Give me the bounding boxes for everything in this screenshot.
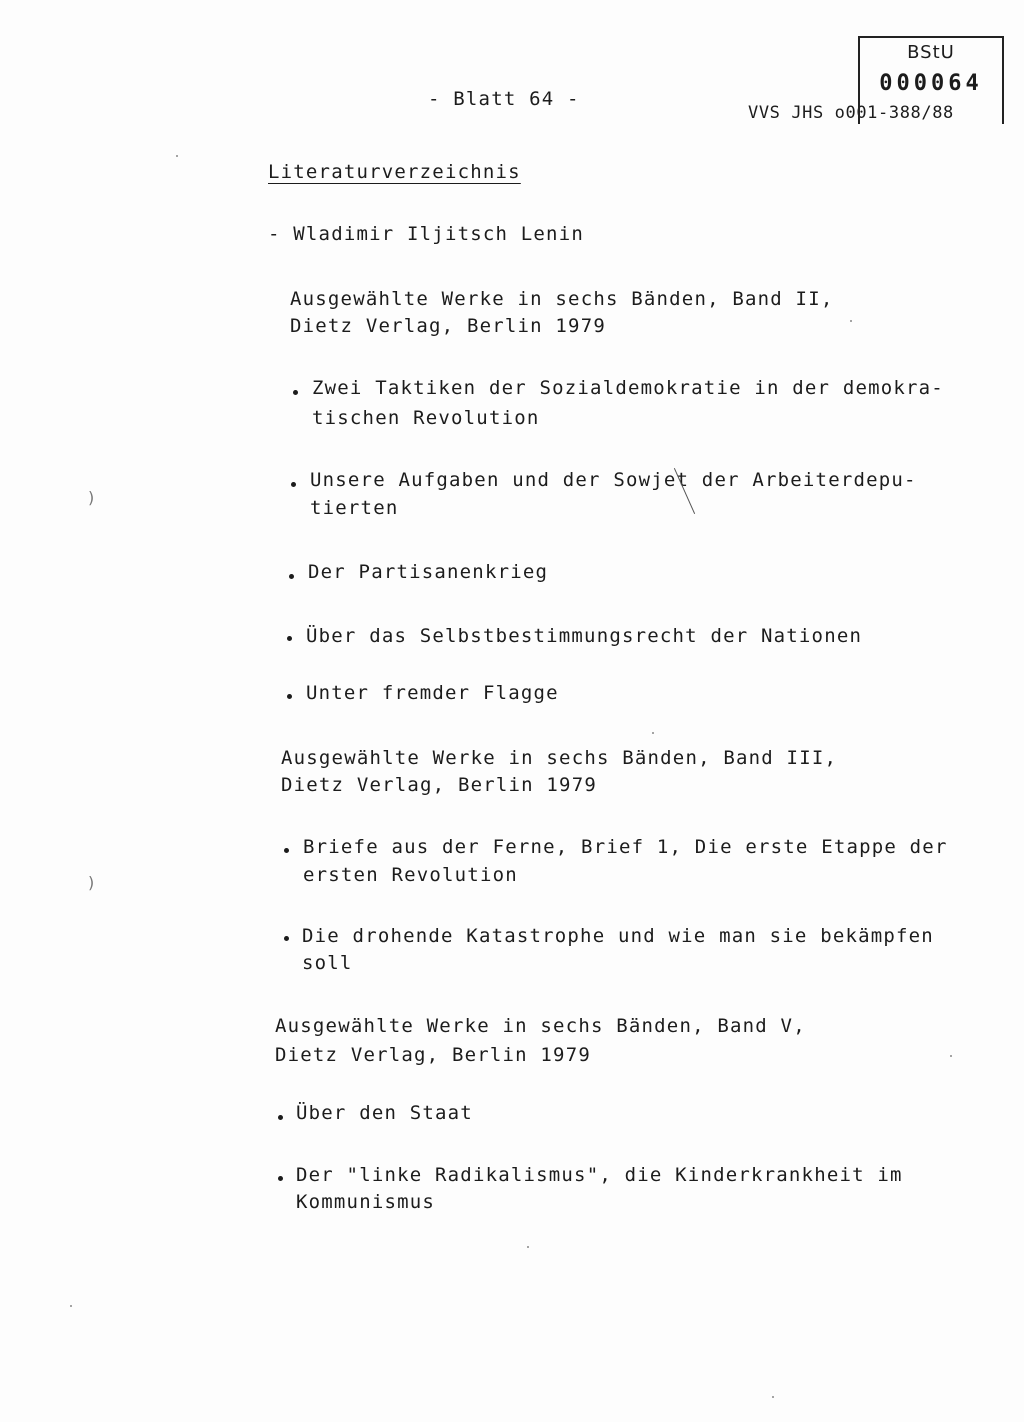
work-title-continued: Kommunismus (296, 1191, 436, 1213)
volume-title: Ausgewählte Werke in sechs Bänden, Band III, (281, 747, 838, 769)
author-name: - Wladimir Iljitsch Lenin (268, 223, 584, 245)
work-title: Über den Staat (296, 1102, 473, 1124)
document-reference: VVS JHS o001-388/88 (748, 103, 954, 123)
scan-speck (70, 1305, 72, 1307)
list-bullet (287, 636, 292, 641)
volume-publisher: Dietz Verlag, Berlin 1979 (275, 1044, 591, 1066)
list-bullet (284, 848, 289, 853)
work-title-continued: tierten (310, 497, 399, 519)
list-bullet (278, 1176, 283, 1181)
scan-speck (850, 320, 852, 322)
work-title: Der Partisanenkrieg (308, 561, 549, 583)
margin-mark: ) (88, 488, 95, 507)
stamp-title: BStU (907, 42, 955, 63)
archive-stamp (858, 36, 1004, 124)
scan-speck (652, 732, 654, 734)
work-title: Die drohende Katastrophe und wie man sie bekämpfen (302, 925, 934, 947)
list-bullet (287, 694, 292, 699)
volume-publisher: Dietz Verlag, Berlin 1979 (290, 315, 606, 337)
list-bullet (291, 482, 296, 487)
work-title: Der "linke Radikalismus", die Kinderkrankheit im (296, 1164, 903, 1186)
work-title: Briefe aus der Ferne, Brief 1, Die erste Etappe der (303, 836, 948, 858)
volume-title: Ausgewählte Werke in sechs Bänden, Band II, (290, 288, 834, 310)
scan-speck (950, 1055, 952, 1057)
work-title: Unsere Aufgaben und der Sowjet der Arbeiterdepu- (310, 469, 917, 491)
work-title-continued: ersten Revolution (303, 864, 518, 886)
list-bullet (293, 390, 298, 395)
volume-title: Ausgewählte Werke in sechs Bänden, Band V, (275, 1015, 806, 1037)
volume-publisher: Dietz Verlag, Berlin 1979 (281, 774, 597, 796)
work-title-continued: soll (302, 952, 353, 974)
page-number: - Blatt 64 - (428, 88, 580, 110)
scan-speck (176, 155, 178, 157)
stamp-number: 000064 (879, 71, 983, 96)
work-title: Zwei Taktiken der Sozialdemokratie in der demokra- (312, 377, 944, 399)
list-bullet (289, 574, 294, 579)
work-title-continued: tischen Revolution (312, 407, 540, 429)
list-bullet (278, 1115, 283, 1120)
work-title: Über das Selbstbestimmungsrecht der Nationen (306, 625, 863, 647)
margin-mark: ) (88, 873, 95, 892)
list-bullet (284, 936, 289, 941)
work-title: Unter fremder Flagge (306, 682, 559, 704)
scan-speck (772, 1396, 774, 1398)
scan-speck (527, 1246, 529, 1248)
bibliography-heading: Literaturverzeichnis (268, 161, 521, 183)
